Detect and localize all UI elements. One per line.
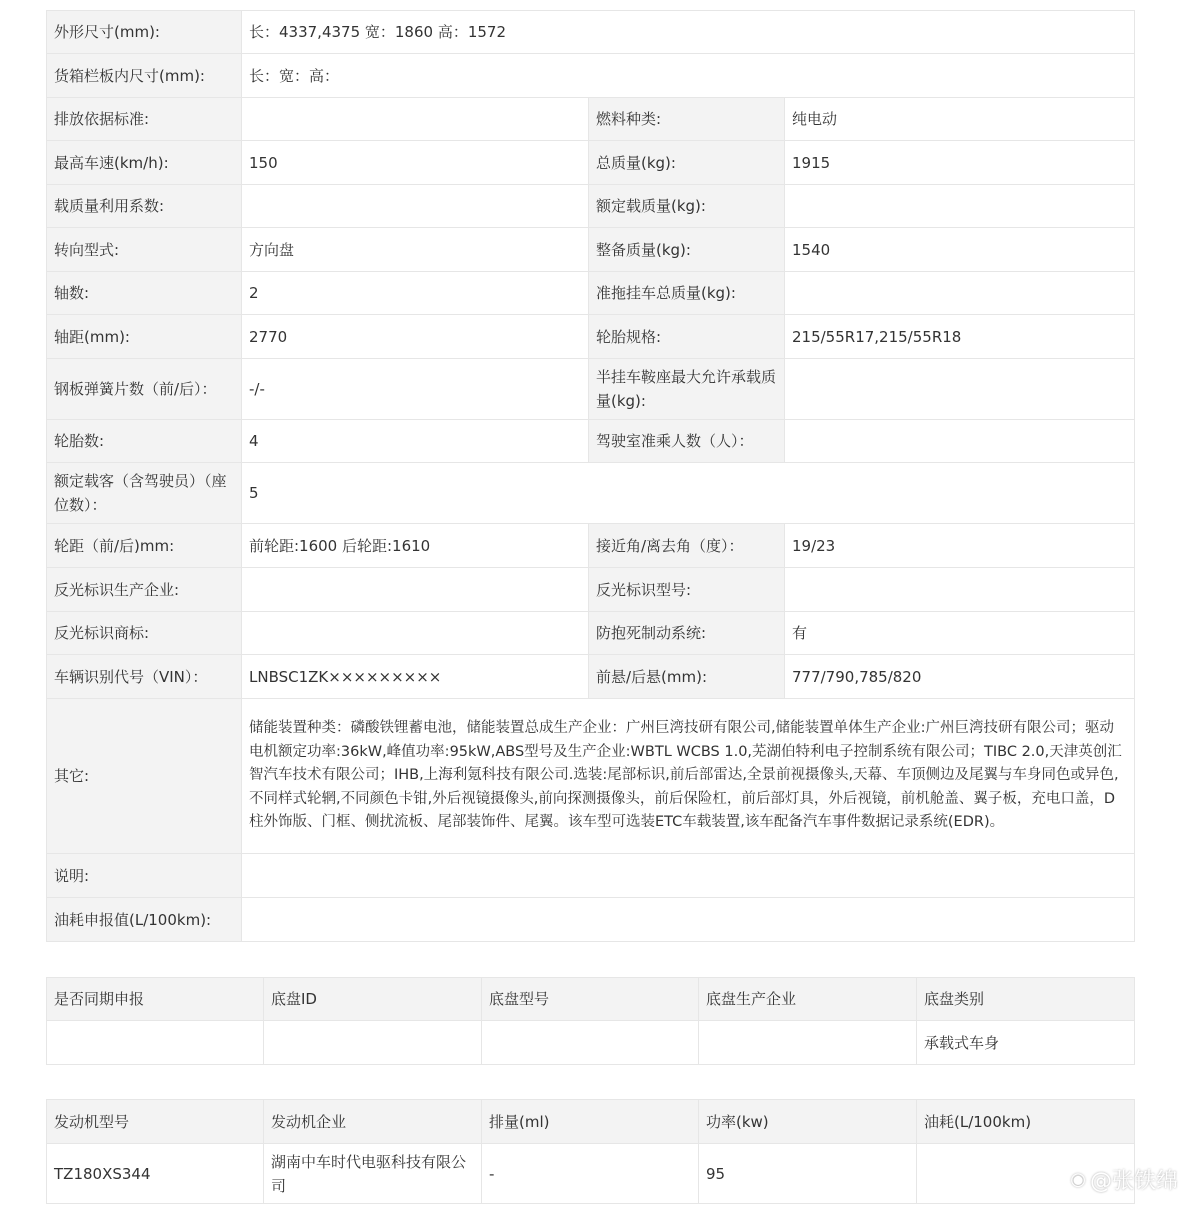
fuel-label: 燃料种类: — [589, 98, 785, 141]
rated-load-value — [785, 185, 1135, 228]
spec-row-seats — [47, 463, 1135, 524]
watermark-text: @张铁绵 — [1089, 1169, 1178, 1194]
angle-value: 19/23 — [785, 524, 1135, 568]
spec-row-axles — [47, 272, 1135, 315]
axles-label: 轴数: — [47, 272, 242, 315]
total-mass-label: 总质量(kg): — [589, 141, 785, 185]
reflect-brand-label: 反光标识商标: — [47, 612, 242, 655]
tire-value: 215/55R17,215/55R18 — [785, 315, 1135, 359]
chassis-header-cell: 底盘型号 — [482, 978, 699, 1021]
chassis-cell — [264, 1021, 482, 1065]
overhang-value: 777/790,785/820 — [785, 655, 1135, 699]
tire-label: 轮胎规格: — [589, 315, 785, 359]
spec-row-consumption — [47, 898, 1135, 942]
chassis-header-row — [47, 978, 1135, 1021]
wheelbase-label: 轴距(mm): — [47, 315, 242, 359]
dims-label: 外形尺寸(mm): — [47, 11, 242, 54]
trailer-value — [785, 272, 1135, 315]
engine-header-row — [47, 1100, 1135, 1144]
fuel-value: 纯电动 — [785, 98, 1135, 141]
reflect-brand-value — [242, 612, 589, 655]
seats-label: 额定载客（含驾驶员）（座位数）： — [47, 463, 242, 524]
spec-row-speed — [47, 141, 1135, 185]
engine-cell: 95 — [699, 1144, 917, 1204]
note-value — [242, 854, 1135, 898]
engine-header-cell: 功率(kw) — [699, 1100, 917, 1144]
other-label: 其它: — [47, 699, 242, 854]
spec-row-note — [47, 854, 1135, 898]
engine-header-cell: 发动机型号 — [47, 1100, 264, 1144]
spec-row-tire-count — [47, 420, 1135, 463]
cargo-value: 长：宽：高： — [242, 54, 1135, 98]
tire-count-value: 4 — [242, 420, 589, 463]
engine-header-cell: 发动机企业 — [264, 1100, 482, 1144]
engine-cell: TZ180XS344 — [47, 1144, 264, 1204]
total-mass-value: 1915 — [785, 141, 1135, 185]
spec-row-steering — [47, 228, 1135, 272]
dims-value: 长：4337,4375 宽：1860 高：1572 — [242, 11, 1135, 54]
speed-label: 最高车速(km/h): — [47, 141, 242, 185]
steering-value: 方向盘 — [242, 228, 589, 272]
weibo-icon: ◉ — [1070, 1169, 1086, 1190]
note-label: 说明: — [47, 854, 242, 898]
tire-count-label: 轮胎数: — [47, 420, 242, 463]
other-value: 储能装置种类：磷酸铁锂蓄电池，储能装置总成生产企业：广州巨湾技研有限公司,储能装置单体生产企业:广州巨湾技研有限公司；驱动电机额定功率:36kW,峰值功率:95kW,ABS型号及生产企业:WBTL WCBS 1.0,芜湖伯特利电子控制系统有限公司；TIBC 2.0,天津英创汇智汽车技术有限公司；IHB,上海利氪科技有限公司.选装:尾部标识,前后部雷达,全景前视摄像头,天幕、车顶侧边及尾翼与车身同色或异色,不同样式轮辋,不同颜色卡钳,外后视镜摄像头,前向探测摄像头，前后保险杠，前后部灯具，外后视镜，前机舱盖、翼子板，充电口盖，D柱外饰版、门框、侧扰流板、尾部装饰件、尾翼。该车型可选装ETC车载装置,该车配备汽车事件数据记录系统(EDR)。 — [242, 699, 1135, 854]
spec-row-reflect-brand — [47, 612, 1135, 655]
track-value: 前轮距:1600 后轮距:1610 — [242, 524, 589, 568]
spring-value: -/- — [242, 359, 589, 420]
cab-value — [785, 420, 1135, 463]
chassis-cell — [699, 1021, 917, 1065]
chassis-header-cell: 底盘生产企业 — [699, 978, 917, 1021]
wheelbase-value: 2770 — [242, 315, 589, 359]
engine-header-cell: 排量(ml) — [482, 1100, 699, 1144]
abs-label: 防抱死制动系统: — [589, 612, 785, 655]
engine-header-cell: 油耗(L/100km) — [917, 1100, 1135, 1144]
chassis-header-cell: 底盘类别 — [917, 978, 1135, 1021]
spec-row-cargo — [47, 54, 1135, 98]
saddle-value — [785, 359, 1135, 420]
spec-row-track — [47, 524, 1135, 568]
spec-row-reflect-maker — [47, 568, 1135, 612]
spring-label: 钢板弹簧片数（前/后）： — [47, 359, 242, 420]
emission-value — [242, 98, 589, 141]
curb-value: 1540 — [785, 228, 1135, 272]
load-coef-value — [242, 185, 589, 228]
chassis-cell — [482, 1021, 699, 1065]
trailer-label: 准拖挂车总质量(kg): — [589, 272, 785, 315]
abs-value: 有 — [785, 612, 1135, 655]
spec-row-emission — [47, 98, 1135, 141]
engine-cell: - — [482, 1144, 699, 1204]
engine-cell: 湖南中车时代电驱科技有限公司 — [264, 1144, 482, 1204]
chassis-data-row — [47, 1021, 1135, 1065]
spec-row-load — [47, 185, 1135, 228]
consumption-label: 油耗申报值(L/100km): — [47, 898, 242, 942]
chassis-header-cell: 是否同期申报 — [47, 978, 264, 1021]
vin-label: 车辆识别代号（VIN）： — [47, 655, 242, 699]
spec-row-other — [47, 699, 1135, 854]
reflect-maker-value — [242, 568, 589, 612]
emission-label: 排放依据标准: — [47, 98, 242, 141]
spec-table — [46, 10, 1135, 942]
reflect-model-value — [785, 568, 1135, 612]
angle-label: 接近角/离去角（度）： — [589, 524, 785, 568]
consumption-value — [242, 898, 1135, 942]
engine-table — [46, 1099, 1135, 1204]
load-coef-label: 载质量利用系数: — [47, 185, 242, 228]
chassis-table — [46, 977, 1135, 1065]
spec-row-dims — [47, 11, 1135, 54]
rated-load-label: 额定载质量(kg): — [589, 185, 785, 228]
curb-label: 整备质量(kg): — [589, 228, 785, 272]
chassis-cell: 承载式车身 — [917, 1021, 1135, 1065]
steering-label: 转向型式: — [47, 228, 242, 272]
chassis-header-cell: 底盘ID — [264, 978, 482, 1021]
engine-data-row — [47, 1144, 1135, 1204]
watermark — [1070, 1164, 1178, 1195]
cargo-label: 货箱栏板内尺寸(mm): — [47, 54, 242, 98]
cab-label: 驾驶室准乘人数（人）： — [589, 420, 785, 463]
track-label: 轮距（前/后)mm: — [47, 524, 242, 568]
spec-row-vin — [47, 655, 1135, 699]
speed-value: 150 — [242, 141, 589, 185]
reflect-maker-label: 反光标识生产企业: — [47, 568, 242, 612]
axles-value: 2 — [242, 272, 589, 315]
vin-value: LNBSC1ZK××××××××× — [242, 655, 589, 699]
chassis-cell — [47, 1021, 264, 1065]
saddle-label: 半挂车鞍座最大允许承载质量(kg): — [589, 359, 785, 420]
overhang-label: 前悬/后悬(mm): — [589, 655, 785, 699]
spec-row-spring — [47, 359, 1135, 420]
seats-value: 5 — [242, 463, 1135, 524]
reflect-model-label: 反光标识型号: — [589, 568, 785, 612]
spec-row-wheelbase — [47, 315, 1135, 359]
